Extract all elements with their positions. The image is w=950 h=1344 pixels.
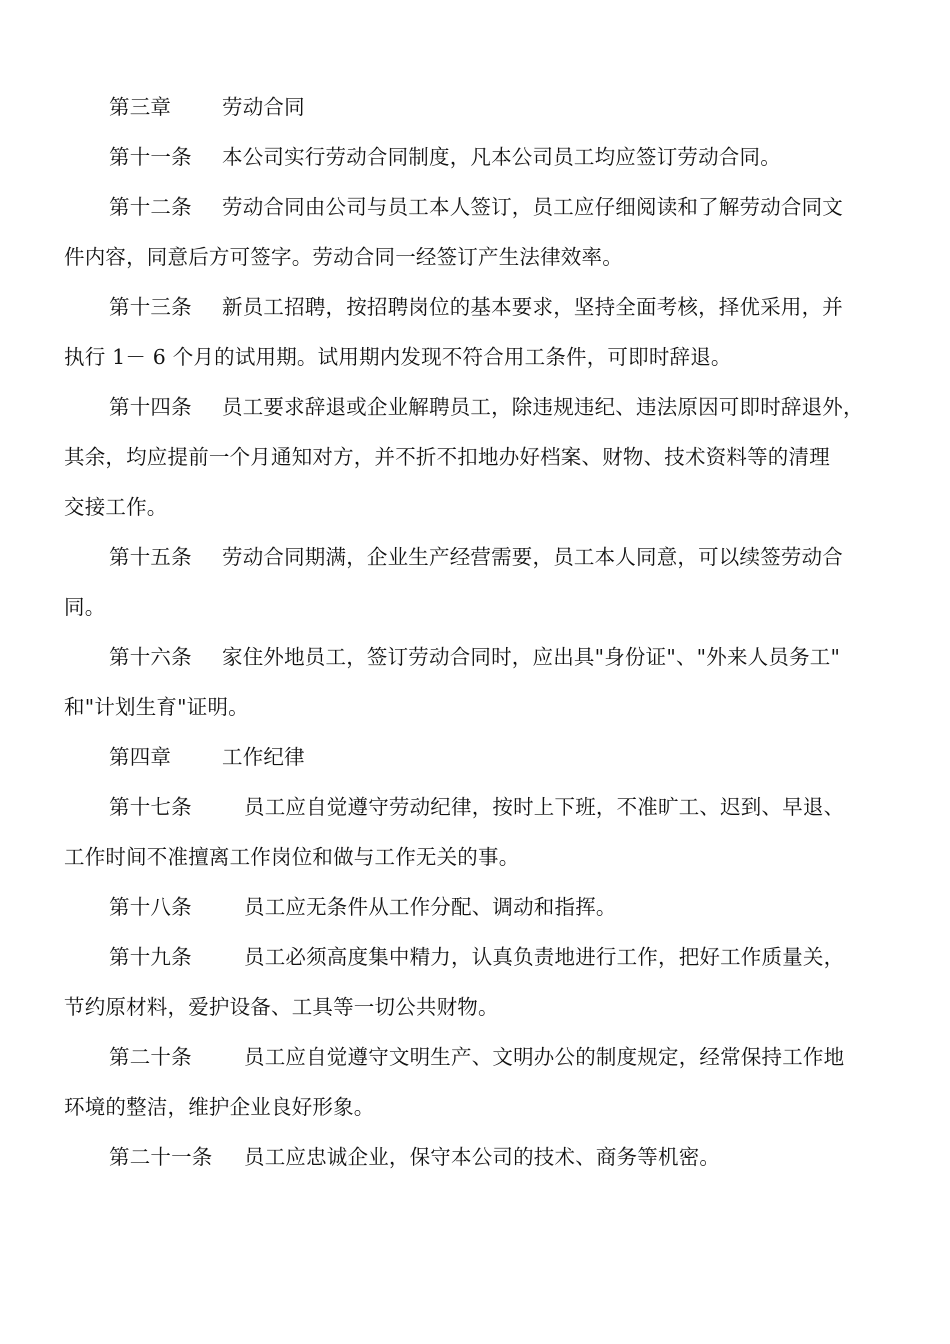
article-line xyxy=(64,882,886,932)
article-line xyxy=(64,632,886,682)
article-continuation: 交接工作。 xyxy=(64,495,168,519)
article-text: 劳动合同由公司与员工本人签订，员工应仔细阅读和了解劳动合同文 xyxy=(222,195,843,219)
article-line xyxy=(64,182,886,232)
article-number: 第十九条 xyxy=(109,945,192,969)
article-number: 第十四条 xyxy=(109,395,192,419)
article-continuation: 工作时间不准擅离工作岗位和做与工作无关的事。 xyxy=(64,845,520,869)
article-number: 第十二条 xyxy=(109,195,192,219)
article-line xyxy=(64,1132,886,1182)
article-line xyxy=(64,282,886,332)
article-text: 家住外地员工，签订劳动合同时，应出具"身份证"、"外来人员务工" xyxy=(222,645,841,669)
article-text: 员工要求辞退或企业解聘员工，除违规违纪、违法原因可即时辞退外， xyxy=(222,395,864,419)
article-continuation: 执行 1－ 6 个月的试用期。试用期内发现不符合用工条件，可即时辞退。 xyxy=(64,345,732,369)
article-continuation: 件内容，同意后方可签字。劳动合同一经签订产生法律效率。 xyxy=(64,245,623,269)
article-line xyxy=(64,782,886,832)
article-continuation: 节约原材料，爱护设备、工具等一切公共财物。 xyxy=(64,995,499,1019)
chapter-heading xyxy=(64,732,886,782)
chapter-number: 第三章 xyxy=(109,95,172,119)
article-number: 第十六条 xyxy=(109,645,192,669)
article-number: 第二十一条 xyxy=(109,1145,213,1169)
article-text: 员工必须高度集中精力，认真负责地进行工作，把好工作质量关， xyxy=(244,945,845,969)
article-continuation: 环境的整洁，维护企业良好形象。 xyxy=(64,1095,375,1119)
chapter-title: 工作纪律 xyxy=(222,745,305,769)
article-number: 第十三条 xyxy=(109,295,192,319)
article-text: 员工应自觉遵守劳动纪律，按时上下班，不准旷工、迟到、早退、 xyxy=(244,795,845,819)
chapter-heading xyxy=(64,82,886,132)
chapter-title: 劳动合同 xyxy=(222,95,305,119)
article-number: 第十一条 xyxy=(109,145,192,169)
article-line xyxy=(64,382,886,432)
article-line xyxy=(64,1032,886,1082)
chapter-number: 第四章 xyxy=(109,745,172,769)
article-line xyxy=(64,932,886,982)
article-number: 第十七条 xyxy=(109,795,192,819)
document-body xyxy=(64,82,886,1182)
article-continuation: 同。 xyxy=(64,595,106,619)
article-text: 劳动合同期满，企业生产经营需要，员工本人同意，可以续签劳动合 xyxy=(222,545,843,569)
article-line xyxy=(64,132,886,182)
article-text: 员工应无条件从工作分配、调动和指挥。 xyxy=(244,895,617,919)
article-text: 员工应忠诚企业，保守本公司的技术、商务等机密。 xyxy=(244,1145,721,1169)
article-line xyxy=(64,532,886,582)
article-text: 员工应自觉遵守文明生产、文明办公的制度规定，经常保持工作地 xyxy=(244,1045,845,1069)
article-number: 第十八条 xyxy=(109,895,192,919)
article-text: 新员工招聘，按招聘岗位的基本要求，坚持全面考核，择优采用，并 xyxy=(222,295,843,319)
article-continuation: 和"计划生育"证明。 xyxy=(64,695,249,719)
article-continuation: 其余，均应提前一个月通知对方，并不折不扣地办好档案、财物、技术资料等的清理 xyxy=(64,445,830,469)
article-text: 本公司实行劳动合同制度，凡本公司员工均应签订劳动合同。 xyxy=(222,145,781,169)
article-number: 第十五条 xyxy=(109,545,192,569)
article-number: 第二十条 xyxy=(109,1045,192,1069)
